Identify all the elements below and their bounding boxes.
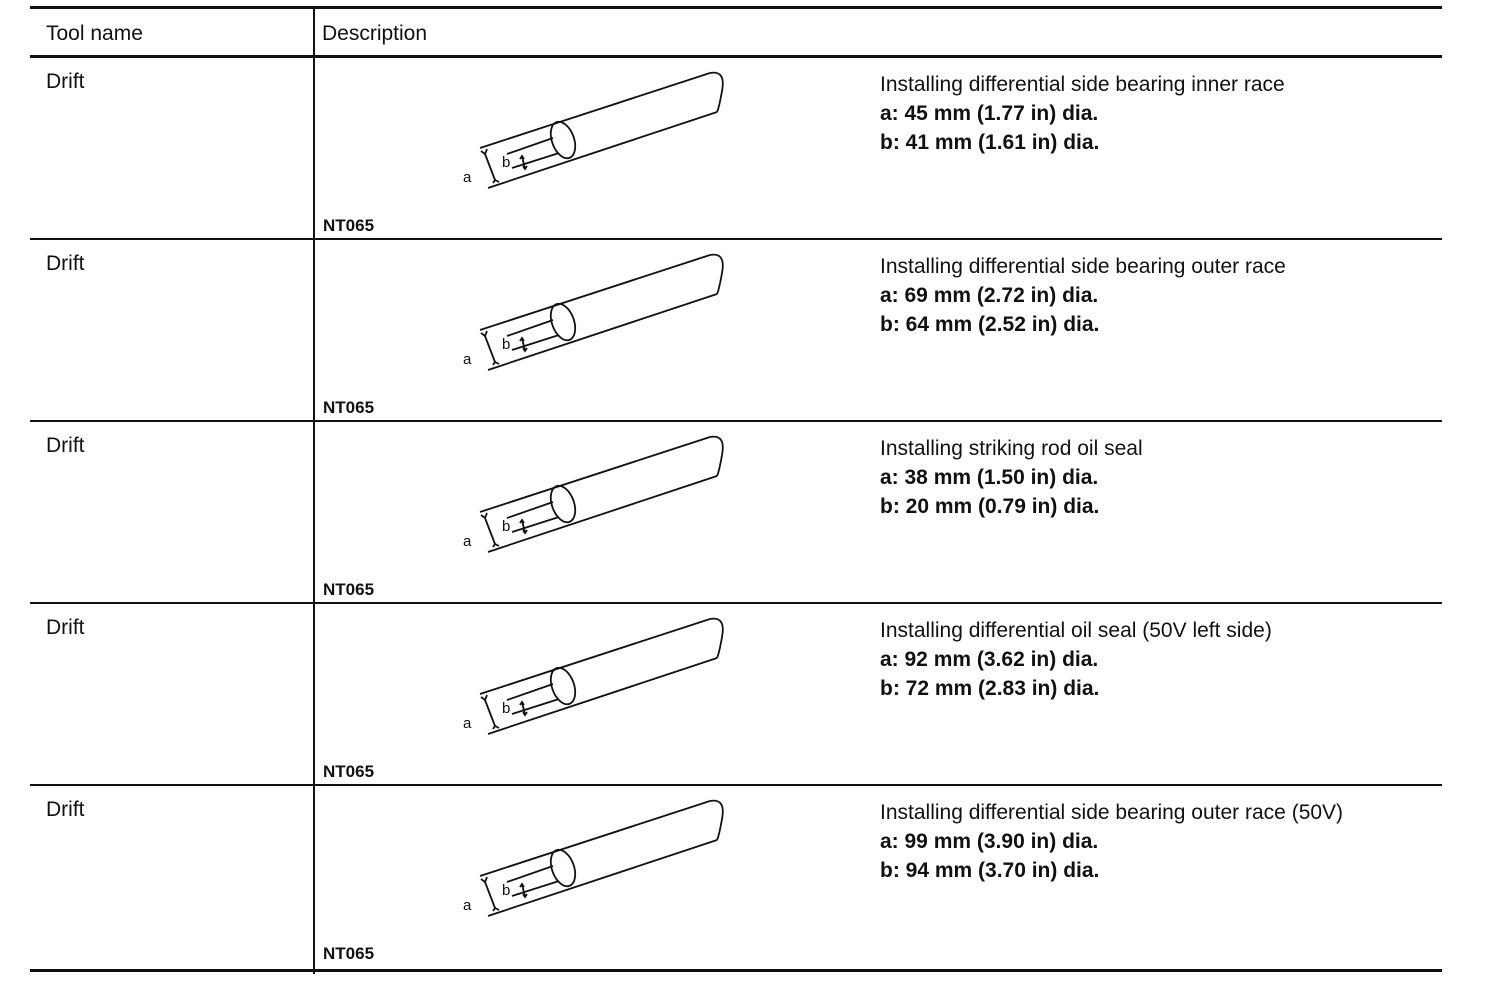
drift-figure	[315, 604, 875, 784]
dimension-label-b: b	[502, 700, 511, 717]
dimension-b: b: 72 mm (2.83 in) dia.	[880, 677, 1100, 700]
header-description: Description	[322, 22, 428, 45]
dimension-b: b: 20 mm (0.79 in) dia.	[880, 495, 1100, 518]
drift-tube-illustration	[315, 58, 875, 238]
description-cell	[880, 70, 1285, 157]
description-title: Installing differential side bearing outer race (50V)	[880, 801, 1344, 824]
table-bottom-rule	[30, 969, 1442, 972]
description-title: Installing differential side bearing outer race	[880, 255, 1286, 278]
table-header	[30, 9, 1442, 57]
dimension-b: b: 41 mm (1.61 in) dia.	[880, 131, 1100, 154]
drift-tube-illustration	[315, 422, 875, 602]
figure-code: NT065	[323, 580, 375, 599]
tool-name-cell: Drift	[46, 798, 85, 821]
figure-code: NT065	[323, 762, 375, 781]
drift-figure	[315, 240, 875, 420]
description-title: Installing differential oil seal (50V left side)	[880, 619, 1272, 642]
dimension-label-b: b	[502, 336, 511, 353]
drift-figure	[315, 58, 875, 238]
figure-code: NT065	[323, 216, 375, 235]
drift-tube-illustration	[315, 786, 875, 966]
dimension-label-b: b	[502, 518, 511, 535]
dimension-label-b: b	[502, 154, 511, 171]
drift-figure	[315, 786, 875, 966]
description-cell	[880, 434, 1143, 521]
table-row	[30, 58, 1442, 240]
dimension-b: b: 64 mm (2.52 in) dia.	[880, 313, 1100, 336]
table-row	[30, 240, 1442, 422]
dimension-a: a: 69 mm (2.72 in) dia.	[880, 284, 1099, 307]
description-title: Installing striking rod oil seal	[880, 437, 1143, 460]
dimension-a: a: 99 mm (3.90 in) dia.	[880, 830, 1099, 853]
tool-name-cell: Drift	[46, 70, 85, 93]
dimension-label-a: a	[463, 897, 472, 914]
dimension-label-a: a	[463, 169, 472, 186]
drift-figure	[315, 422, 875, 602]
description-cell	[880, 616, 1272, 703]
description-title: Installing differential side bearing inner race	[880, 73, 1285, 96]
figure-code: NT065	[323, 944, 375, 963]
dimension-a: a: 92 mm (3.62 in) dia.	[880, 648, 1099, 671]
description-cell	[880, 252, 1286, 339]
dimension-a: a: 45 mm (1.77 in) dia.	[880, 102, 1099, 125]
drift-tube-illustration	[315, 240, 875, 420]
figure-code: NT065	[323, 398, 375, 417]
header-tool-name: Tool name	[46, 22, 143, 45]
dimension-label-a: a	[463, 715, 472, 732]
table-row	[30, 422, 1442, 604]
table-row	[30, 786, 1442, 972]
description-cell	[880, 798, 1343, 885]
dimension-label-a: a	[463, 351, 472, 368]
tool-name-cell: Drift	[46, 616, 85, 639]
tool-name-cell: Drift	[46, 434, 85, 457]
dimension-label-b: b	[502, 882, 511, 899]
dimension-b: b: 94 mm (3.70 in) dia.	[880, 859, 1100, 882]
drift-tube-illustration	[315, 604, 875, 784]
table-row	[30, 604, 1442, 786]
tool-name-cell: Drift	[46, 252, 85, 275]
dimension-a: a: 38 mm (1.50 in) dia.	[880, 466, 1099, 489]
dimension-label-a: a	[463, 533, 472, 550]
